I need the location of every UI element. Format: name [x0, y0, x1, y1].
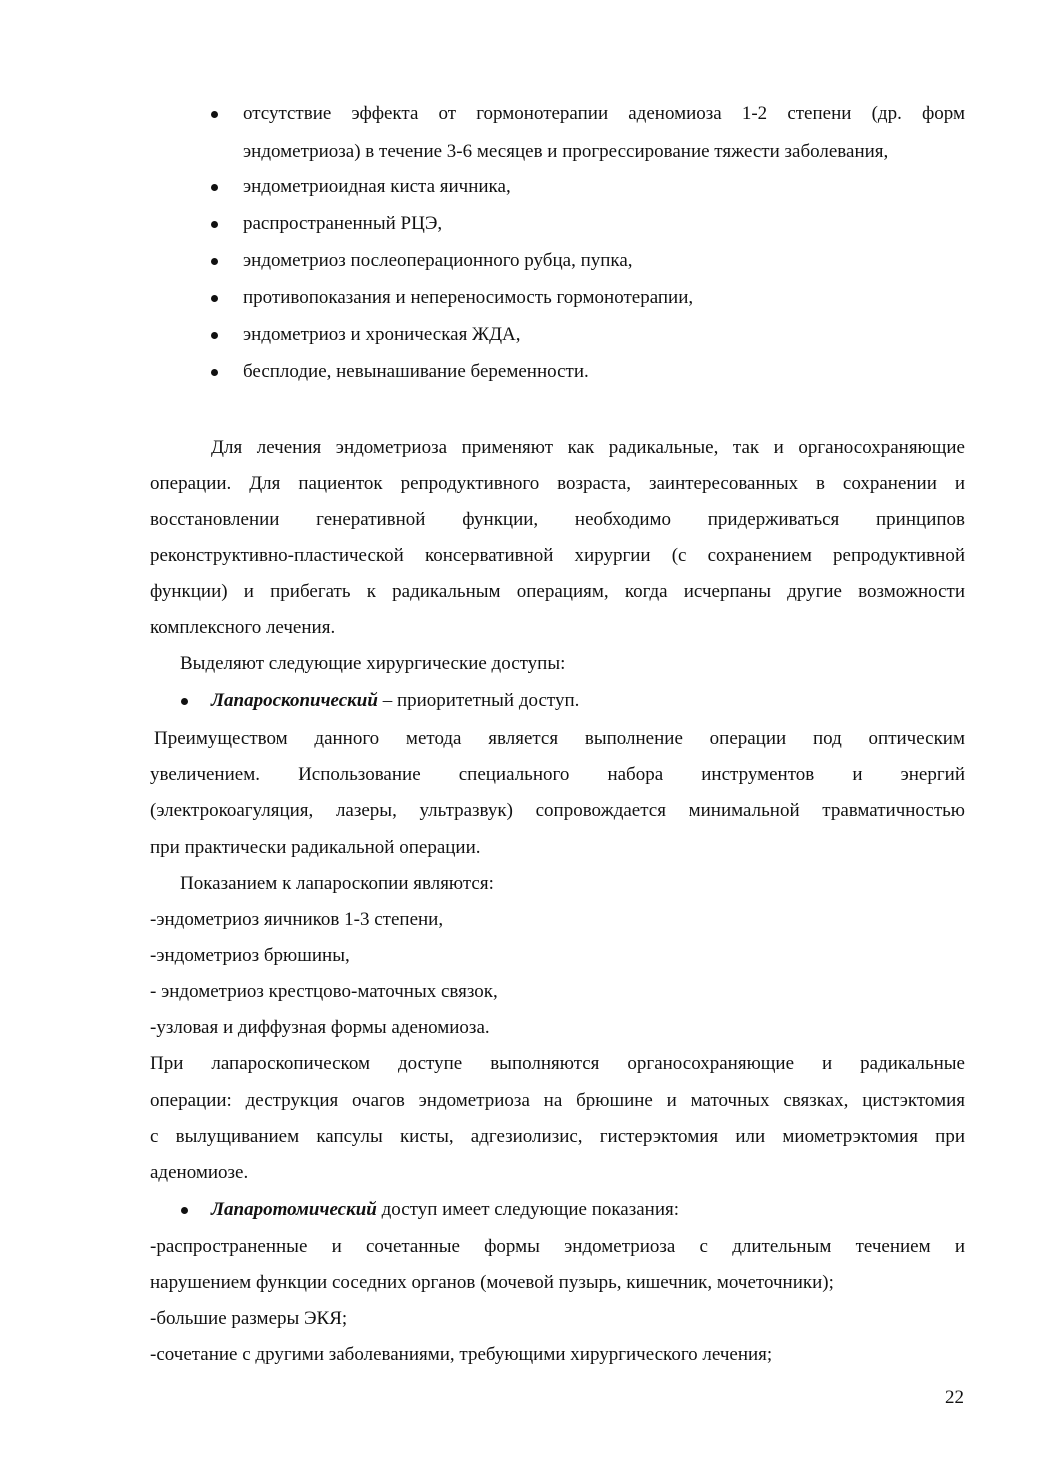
- list-item: [211, 1198, 679, 1222]
- list-item: эндометриоз и хроническая ЖДА,: [243, 324, 521, 345]
- paragraph-line: с вылущиванием капсулы кисты, адгезиолизис, гистерэктомия или миометрэктомия при: [150, 1126, 965, 1147]
- list-item: эндометриоидная киста яичника,: [243, 176, 511, 197]
- list-item-continuation: эндометриоза) в течение 3-6 месяцев и прогрессирование тяжести заболевания,: [243, 141, 889, 162]
- list-item: -сочетание с другими заболеваниями, требующими хирургического лечения;: [150, 1344, 773, 1365]
- bullet-icon: [211, 332, 218, 339]
- access-intro: Выделяют следующие хирургические доступы:: [180, 653, 566, 674]
- list-item: -узловая и диффузная формы аденомиоза.: [150, 1017, 490, 1038]
- list-item-continuation: нарушением функции соседних органов (мочевой пузырь, кишечник, мочеточники);: [150, 1272, 834, 1293]
- bullet-icon: [211, 111, 218, 118]
- paragraph-line: комплексного лечения.: [150, 617, 336, 638]
- list-item: [211, 689, 579, 713]
- bullet-icon: [211, 221, 218, 228]
- paragraph-line: Для лечения эндометриоза применяют как радикальные, так и органосохраняющие: [211, 437, 965, 458]
- term-laparotomic-rest: доступ имеет следующие показания:: [376, 1199, 680, 1220]
- term-laparotomic: Лапаротомический: [211, 1199, 377, 1220]
- bullet-icon: [181, 698, 188, 705]
- paragraph-line: операции. Для пациенток репродуктивного возраста, заинтересованных в сохранении и: [150, 473, 965, 494]
- list-item: -большие размеры ЭКЯ;: [150, 1308, 348, 1329]
- paragraph-line: (электрокоагуляция, лазеры, ультразвук) сопровождается минимальной травматичностью: [150, 800, 965, 821]
- paragraph-line: при практически радикальной операции.: [150, 837, 481, 858]
- list-item: - эндометриоз крестцово-маточных связок,: [150, 981, 498, 1002]
- bullet-icon: [211, 369, 218, 376]
- paragraph-line: функции) и прибегать к радикальным операциям, когда исчерпаны другие возможности: [150, 581, 965, 602]
- list-item: эндометриоз послеоперационного рубца, пупка,: [243, 250, 633, 271]
- paragraph-line: увеличением. Использование специального набора инструментов и энергий: [150, 764, 965, 785]
- list-item: -эндометриоз яичников 1-3 степени,: [150, 909, 444, 930]
- list-item: противопоказания и непереносимость гормонотерапии,: [243, 287, 694, 308]
- list-item: -эндометриоз брюшины,: [150, 945, 350, 966]
- list-item: распространенный РЦЭ,: [243, 213, 443, 234]
- bullet-icon: [211, 184, 218, 191]
- bullet-icon: [211, 295, 218, 302]
- paragraph-line: операции: деструкция очагов эндометриоза на брюшине и маточных связках, цистэктомия: [150, 1090, 965, 1111]
- paragraph-line: При лапароскопическом доступе выполняются органосохраняющие и радикальные: [150, 1053, 965, 1074]
- list-item: -распространенные и сочетанные формы эндометриоза с длительным течением и: [150, 1236, 965, 1257]
- list-item: бесплодие, невынашивание беременности.: [243, 361, 589, 382]
- bullet-icon: [211, 258, 218, 265]
- paragraph-line: реконструктивно-пластической консервативной хирургии (с сохранением репродуктивной: [150, 545, 965, 566]
- bullet-icon: [181, 1207, 188, 1214]
- term-laparoscopic: Лапароскопический: [211, 690, 378, 711]
- paragraph-line: восстановлении генеративной функции, необходимо придерживаться принципов: [150, 509, 965, 530]
- term-laparoscopic-rest: – приоритетный доступ.: [377, 690, 580, 711]
- list-item: отсутствие эффекта от гормонотерапии аденомиоза 1-2 степени (др. форм: [243, 103, 965, 124]
- paragraph-line: Преимуществом данного метода является выполнение операции под оптическим: [154, 728, 965, 749]
- page-number: 22: [945, 1387, 964, 1408]
- laparoscopy-indications-title: Показанием к лапароскопии являются:: [180, 873, 494, 894]
- paragraph-line: аденомиозе.: [150, 1162, 249, 1183]
